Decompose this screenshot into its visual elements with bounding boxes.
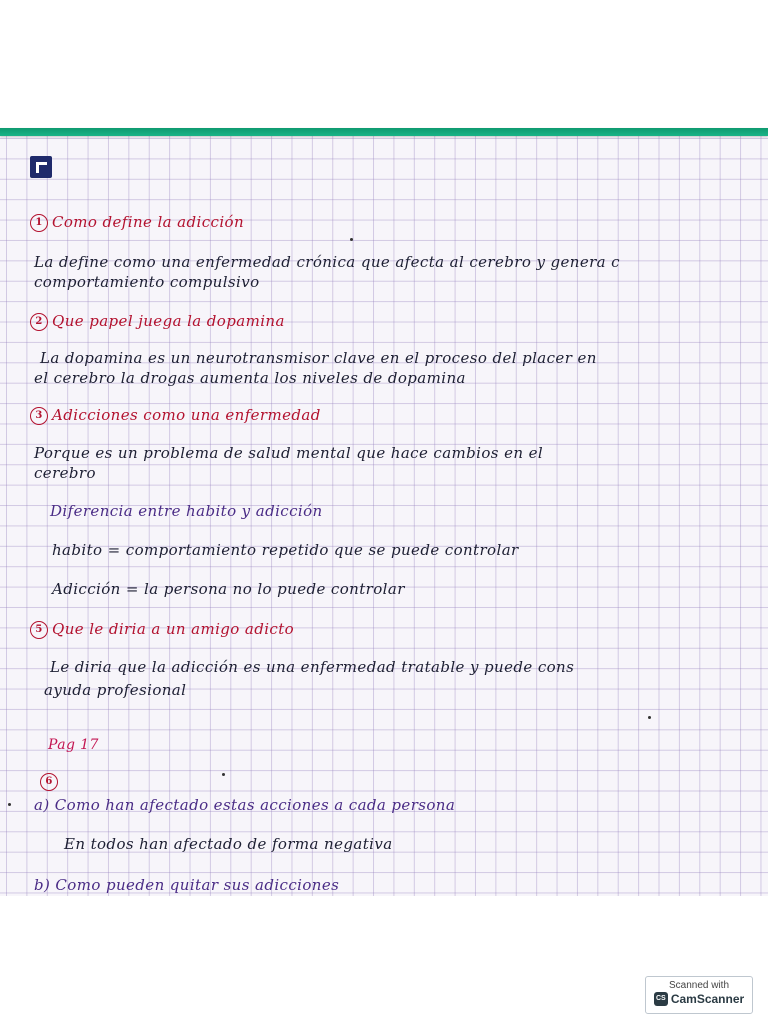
addiction-definition: Adicción = la persona no lo puede controlar: [52, 580, 405, 598]
habit-definition: habito = comportamiento repetido que se puede controlar: [52, 541, 519, 559]
watermark-caption: Scanned with: [668, 980, 730, 991]
question-5-number: 5: [30, 621, 48, 639]
question-3-answer-line-2: cerebro: [34, 464, 96, 482]
question-2-answer-line-2: el cerebro la drogas aumenta los niveles de dopamina: [34, 369, 466, 387]
page-reference: Pag 17: [48, 737, 99, 753]
question-6a-answer: En todos han afectado de forma negativa: [64, 835, 393, 853]
camscanner-logo-icon: CS: [654, 992, 668, 1006]
question-1-number: 1: [30, 214, 48, 232]
question-1-title: Como define la adicción: [52, 213, 245, 231]
ink-dot: [350, 238, 353, 241]
watermark-brand: CamScanner: [670, 992, 745, 1006]
question-5-answer-line-2: ayuda profesional: [44, 681, 187, 699]
question-1-heading: [30, 213, 244, 232]
notebook-top-band: [0, 128, 768, 136]
question-2-title: Que papel juega la dopamina: [52, 312, 285, 330]
ink-dot: [8, 803, 11, 806]
question-4-title: Diferencia entre habito y adicción: [50, 502, 323, 520]
question-2-answer-line-1: La dopamina es un neurotransmisor clave en el proceso del placer en: [40, 349, 597, 367]
question-2-number: 2: [30, 313, 48, 331]
question-5-answer-line-1: Le diria que la adicción es una enfermedad tratable y puede cons: [50, 658, 575, 676]
question-6-number: 6: [40, 773, 58, 791]
question-1-answer-line-1: La define como una enfermedad crónica que afecta al cerebro y genera c: [34, 253, 620, 271]
question-5-heading: [30, 620, 294, 639]
camscanner-watermark: [645, 976, 753, 1014]
question-3-title: Adicciones como una enfermedad: [52, 406, 321, 424]
ink-dot: [222, 773, 225, 776]
question-6-heading: [40, 772, 62, 791]
question-6a: a) Como han afectado estas acciones a cada persona: [34, 796, 456, 814]
question-6b: b) Como pueden quitar sus adicciones: [34, 876, 340, 894]
watermark-brand-row: [646, 992, 752, 1006]
question-5-title: Que le diria a un amigo adicto: [52, 620, 295, 638]
question-1-answer-line-2: comportamiento compulsivo: [34, 273, 260, 291]
question-3-number: 3: [30, 407, 48, 425]
ink-dot: [648, 716, 651, 719]
question-2-heading: [30, 312, 285, 331]
notebook-corner-logo: [30, 156, 52, 178]
question-3-heading: [30, 406, 321, 425]
question-3-answer-line-1: Porque es un problema de salud mental que hace cambios en el: [34, 444, 544, 462]
